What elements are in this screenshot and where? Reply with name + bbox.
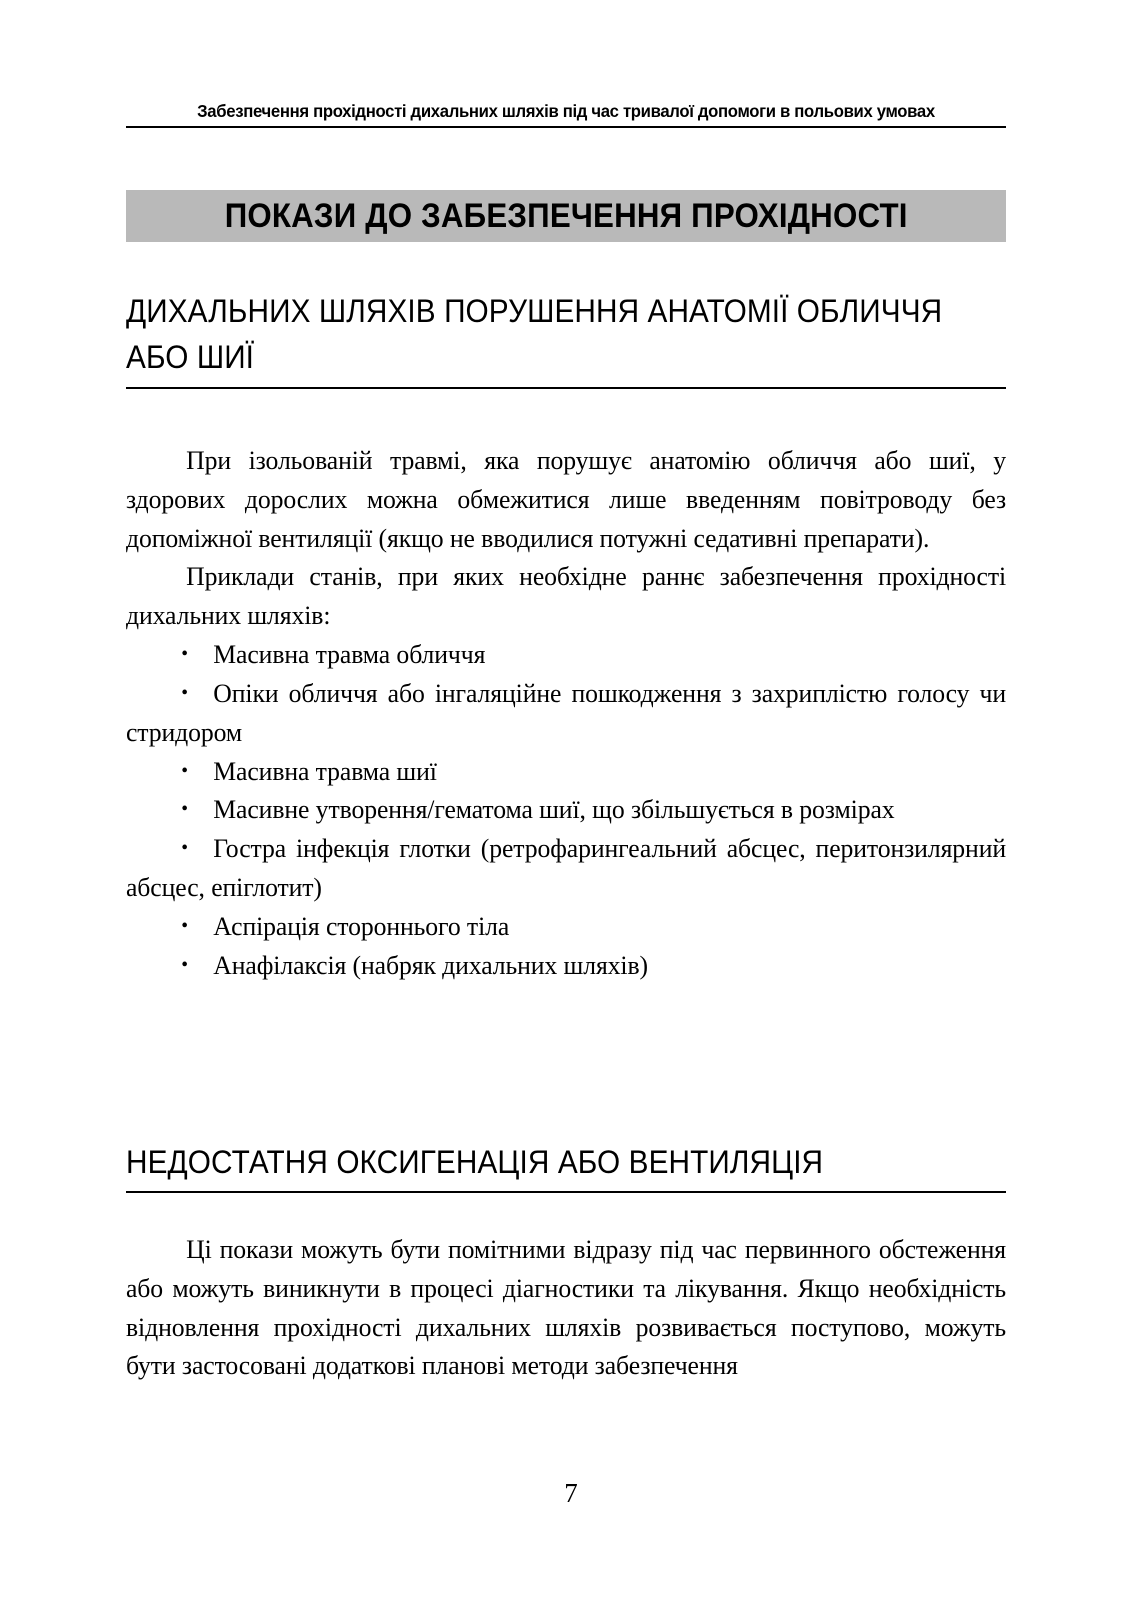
paragraph: Ці покази можуть бути помітними відразу під час первинного обстеження або можуть виникнути в процесі діагностики та лікування. Якщо необхідність відновлення прохідності дихальних шляхів розвивається поступово, можуть бути застосовані додаткові планові методи забезпечення (126, 1234, 1007, 1381)
section-body-anatomy (126, 441, 1006, 984)
indications-bullet-list (126, 635, 1006, 984)
bullet-icon: • (181, 837, 188, 860)
list-item-text: Анафілаксія (набряк дихальних шляхів) (213, 949, 648, 980)
list-item-text: Масивна травма обличчя (213, 639, 486, 670)
running-header-text: Забезпечення прохідності дихальних шляхів під час тривалої допомоги в польових умовах (197, 101, 935, 121)
bullet-icon: • (181, 953, 188, 976)
list-item (126, 752, 1006, 791)
section-heading-anatomy-text: ДИХАЛЬНИХ ШЛЯХІВ ПОРУШЕННЯ АНАТОМІЇ ОБЛИЧЧЯ АБО ШИЇ (126, 293, 943, 376)
list-item (126, 790, 1006, 829)
section-heading-oxygenation (126, 1139, 1006, 1193)
list-item (126, 674, 1006, 752)
list-item-text: Аспірація стороннього тіла (213, 910, 510, 941)
paragraph: Приклади станів, при яких необхідне раннє забезпечення прохідності дихальних шляхів: (126, 561, 1007, 631)
list-item (126, 829, 1006, 907)
page-number: 7 (564, 1478, 578, 1508)
paragraph: При ізольованій травмі, яка порушує анатомію обличчя або шиї, у здорових дорослих можна обмежитися лише введенням повітроводу без допоміжної вентиляції (якщо не вводилися потужні седативні препарати). (126, 445, 1007, 553)
bullet-icon: • (181, 914, 188, 937)
section-body-oxygenation (126, 1230, 1006, 1385)
bullet-icon: • (181, 643, 188, 666)
list-item (126, 946, 1006, 985)
running-header (126, 101, 1006, 128)
section-heading-oxygenation-text: НЕДОСТАТНЯ ОКСИГЕНАЦІЯ АБО ВЕНТИЛЯЦІЯ (126, 1144, 824, 1180)
bullet-icon: • (181, 759, 188, 782)
list-item (126, 907, 1006, 946)
list-item-text: Гостра інфекція глотки (ретрофарингеальний абсцес, перитонзилярний абсцес, епіглотит) (126, 833, 1007, 902)
chapter-title-text: ПОКАЗИ ДО ЗАБЕЗПЕЧЕННЯ ПРОХІДНОСТІ (224, 197, 908, 235)
bullet-icon: • (181, 798, 188, 821)
list-item (126, 635, 1006, 674)
list-item-text: Опіки обличчя або інгаляційне пошкодження з захриплістю голосу чи стридором (126, 677, 1007, 747)
list-item-text: Масивна травма шиї (213, 755, 437, 786)
list-item-text: Масивне утворення/гематома шиї, що збільшується в розмірах (213, 794, 895, 825)
chapter-title-banner (126, 190, 1006, 242)
section-heading-anatomy (126, 288, 1006, 389)
bullet-icon: • (181, 681, 188, 704)
